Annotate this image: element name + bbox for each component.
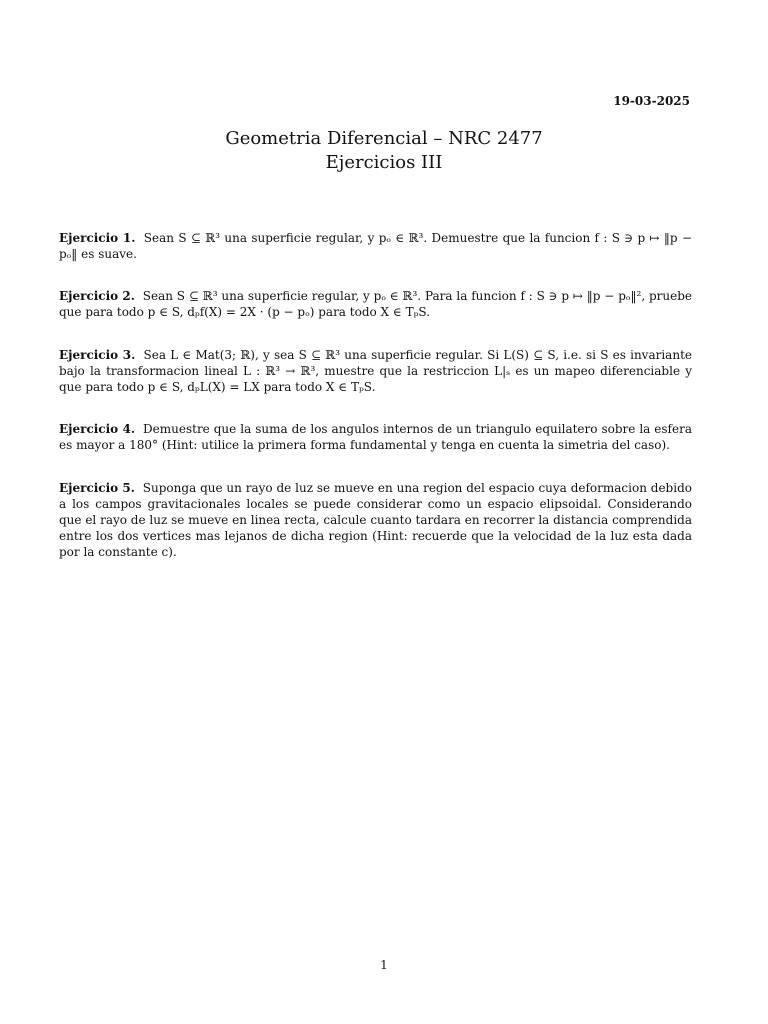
document-subtitle: Ejercicios III xyxy=(325,152,443,173)
exercise-3 xyxy=(59,347,692,395)
exercise-text: Suponga que un rayo de luz se mueve en una region del espacio cuya deformacion debido a los campos gravitacionales locales se puede considerar como un espacio elipsoidal. Considerando que el rayo de luz se mueve en linea recta, calcule cuanto tardara en recorrer la distancia comprendida entre los dos vertices mas lejanos de dicha region (Hint: recuerde que la velocidad de la luz esta dada por la constante c). xyxy=(59,481,692,559)
exercise-5 xyxy=(59,480,692,560)
exercise-label: Ejercicio 2. xyxy=(59,289,135,303)
exercise-label: Ejercicio 1. xyxy=(59,231,136,245)
exercise-label: Ejercicio 3. xyxy=(59,348,136,362)
exercise-2 xyxy=(59,288,692,320)
document-date: 19-03-2025 xyxy=(613,94,690,108)
exercise-text: Sean S ⊆ ℝ³ una superficie regular, y pₒ ∈ ℝ³. Para la funcion f : S ∋ p ↦ ‖p − pₒ‖², pruebe que para todo p ∈ S, dₚf(X) = 2X · (p − pₒ) para todo X ∈ TₚS. xyxy=(59,289,693,319)
exercise-text: Sea L ∈ Mat(3; ℝ), y sea S ⊆ ℝ³ una superficie regular. Si L(S) ⊆ S, i.e. si S es invariante bajo la transformacion lineal L : ℝ³ → ℝ³, muestre que la restriccion L|ₛ es un mapeo diferenciable y que para todo p ∈ S, dₚL(X) = LX para todo X ∈ TₚS. xyxy=(59,348,692,394)
exercise-text: Sean S ⊆ ℝ³ una superficie regular, y pₒ ∈ ℝ³. Demuestre que la funcion f : S ∋ p ↦ ‖p − pₒ‖ es suave. xyxy=(59,231,692,261)
exercise-1 xyxy=(59,230,692,262)
exercise-label: Ejercicio 4. xyxy=(59,422,136,436)
exercise-label: Ejercicio 5. xyxy=(59,481,135,495)
page-number: 1 xyxy=(380,958,388,972)
exercise-4 xyxy=(59,421,692,453)
title-block xyxy=(0,127,768,175)
document-title: Geometria Diferencial – NRC 2477 xyxy=(225,128,543,149)
exercise-text: Demuestre que la suma de los angulos internos de un triangulo equilatero sobre la esfera es mayor a 180° (Hint: utilice la primera forma fundamental y tenga en cuenta la simetria del caso). xyxy=(59,422,692,452)
